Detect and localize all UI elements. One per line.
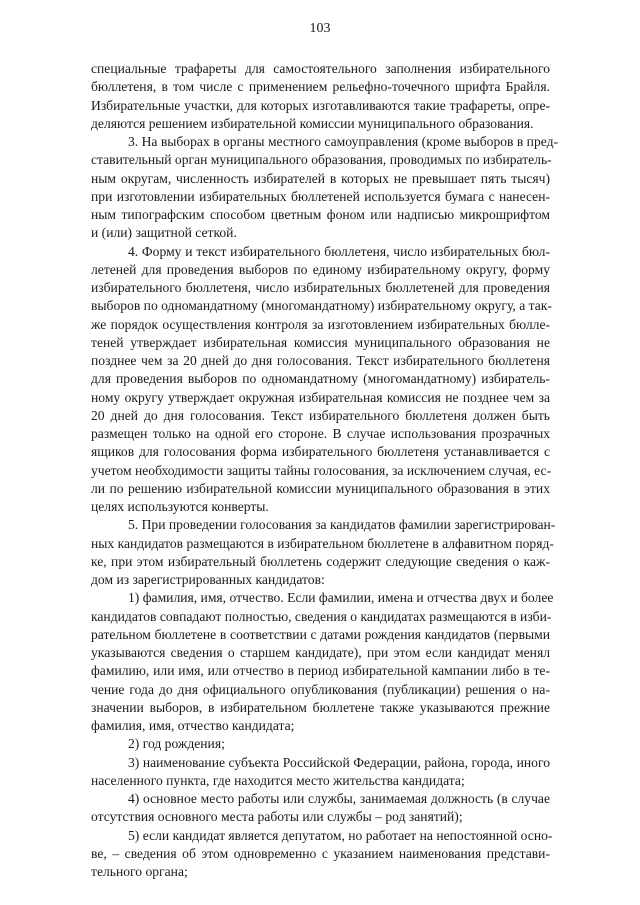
document-body (91, 60, 559, 881)
text-line: указываются сведения о старшем кандидате), при этом если кандидат менял (91, 645, 550, 660)
text-line: 4) основное место работы или службы, занимаемая должность (в случае (128, 791, 550, 806)
text-line: 3. На выборах в органы местного самоуправления (кроме выборов в пред- (128, 134, 559, 149)
text-line: целях используются конверты. (91, 499, 269, 514)
text-line: 20 дней до дня голосования. Текст избирательного бюллетеня должен быть (91, 407, 550, 423)
text-line: ным типографским способом цветным фоном или надписью микрошрифтом (91, 207, 550, 222)
text-line: летеней для проведения выборов по единому избирательному округу, форму (91, 261, 550, 277)
text-line: выборов по одномандатному (многомандатному) избирательному округу, а так- (91, 298, 552, 314)
text-line: ли по решению избирательной комиссии муниципального образования в этих (91, 480, 550, 496)
text-line: 5) если кандидат является депутатом, но работает на непостоянной осно- (128, 827, 553, 843)
text-line: ных кандидатов размещаются в избирательном бюллетене в алфавитном поряд- (91, 535, 554, 551)
text-line: ке, при этом избирательный бюллетень содержит следующие сведения о каж- (91, 553, 550, 569)
text-line: 1) фамилия, имя, отчество. Если фамилии, имена и отчества двух и более (128, 590, 554, 606)
text-line: дом из зарегистрированных кандидатов: (91, 572, 325, 587)
page-number: 103 (309, 21, 331, 36)
text-line: деляются решением избирательной комиссии муниципального образования. (91, 115, 534, 131)
text-line: тельного органа; (91, 864, 188, 879)
text-line: учетом необходимости защиты тайны голосования, за исключением случая, ес- (91, 462, 552, 478)
text-line: для проведения выборов по одномандатному (многомандатному) избиратель- (91, 371, 550, 387)
text-line: чение года до дня официального опубликования (публикации) решения о на- (91, 681, 550, 697)
text-line: избирательного бюллетеня, число избирательных бюллетеней для проведения (91, 280, 550, 295)
text-line: фамилия, имя, отчество кандидата; (91, 718, 295, 733)
text-line: специальные трафареты для самостоятельного заполнения избирательного (91, 61, 550, 76)
text-line: ве, – сведения об этом одновременно с указанием наименования представи- (91, 845, 550, 861)
text-line: и (или) защитной сеткой. (91, 225, 237, 241)
text-line: кандидатов совпадают полностью, сведения о кандидатах размещаются в изби- (91, 608, 552, 624)
text-line: бюллетеня, в том числе с применением рельефно-точечного шрифта Брайля. (91, 79, 550, 95)
text-line: 3) наименование субъекта Российской Федерации, района, города, иного (128, 754, 550, 770)
text-line: 2) год рождения; (128, 736, 225, 752)
text-line: фамилию, или имя, или отчество в период избирательной кампании либо в те- (91, 663, 550, 679)
text-line: ящиков для голосования форма избирательного бюллетеня устанавливается с (91, 444, 550, 460)
text-line: значении выборов, в избирательном бюллетене также указываются прежние (91, 699, 550, 715)
text-line: 5. При проведении голосования за кандидатов фамилии зарегистрирован- (128, 517, 556, 533)
text-line: населенного пункта, где находится место жительства кандидата; (91, 772, 465, 788)
text-line: ным округам, численность избирателей в которых не превышает пять тысяч) (91, 170, 550, 186)
text-line: ставительный орган муниципального образования, проводимых по избиратель- (91, 152, 552, 168)
text-line: отсутствия основного места работы или службы – род занятий); (91, 809, 463, 825)
text-line: 4. Форму и текст избирательного бюллетеня, число избирательных бюл- (128, 243, 550, 259)
text-line: размещен только на одной его стороне. В случае использования прозрачных (91, 426, 550, 441)
text-line: при изготовлении избирательных бюллетеней используется бумага с нанесен- (91, 188, 550, 204)
text-line: теней утверждает избирательная комиссия муниципального образования не (91, 334, 550, 350)
text-line: Избирательные участки, для которых изготавливаются такие трафареты, опре- (91, 97, 550, 113)
text-line: рательном бюллетене в соответствии с датами рождения кандидатов (первыми (91, 626, 550, 642)
text-line: ному округу утверждает окружная избирательная комиссия не позднее чем за (91, 389, 550, 405)
text-line: же порядок осуществления контроля за изготовлением избирательных бюлле- (91, 316, 550, 332)
text-line: позднее чем за 20 дней до дня голосования. Текст избирательного бюллетеня (91, 353, 550, 368)
